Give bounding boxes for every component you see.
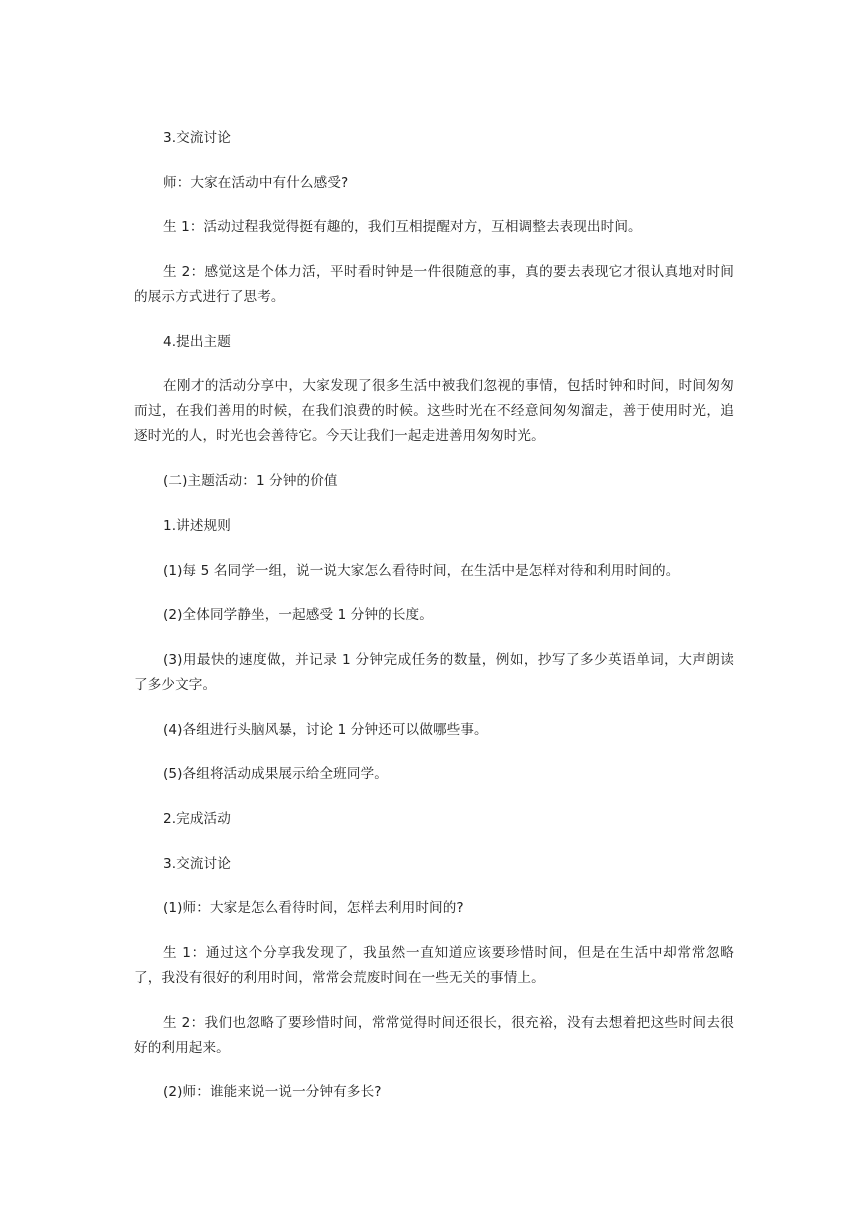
rule-item: (1)每 5 名同学一组，说一说大家怎么看待时间，在生活中是怎样对待和利用时间的。 xyxy=(163,562,680,579)
rule-item: (3)用最快的速度做，并记录 1 分钟完成任务的数量，例如，抄写了多少英语单词，大声朗读了多少文字。 xyxy=(134,651,734,693)
dialogue-paragraph: 师：大家在活动中有什么感受? xyxy=(163,174,349,191)
dialogue-paragraph: (2)师：谁能来说一说一分钟有多长? xyxy=(163,1084,382,1101)
document-body xyxy=(134,126,734,1125)
section-heading: 4.提出主题 xyxy=(163,333,231,350)
dialogue-paragraph: 生 2：我们也忽略了要珍惜时间，常常觉得时间还很长，很充裕，没有去想着把这些时间去很好的利用起来。 xyxy=(134,1014,734,1056)
dialogue-paragraph: 生 2：感觉这是个体力活，平时看时钟是一件很随意的事，真的要去表现它才很认真地对时间的展示方式进行了思考。 xyxy=(134,264,734,306)
rule-item: (5)各组将活动成果展示给全班同学。 xyxy=(163,766,388,783)
body-paragraph: 在刚才的活动分享中，大家发现了很多生活中被我们忽视的事情，包括时钟和时间，时间匆匆而过，在我们善用的时候，在我们浪费的时候。这些时光在不经意间匆匆溜走，善于使用时光，追逐时光的人，时光也会善待它。今天让我们一起走进善用匆匆时光。 xyxy=(134,378,734,445)
dialogue-paragraph: (1)师：大家是怎么看待时间，怎样去利用时间的? xyxy=(163,900,464,917)
section-heading: 2.完成活动 xyxy=(163,810,231,827)
dialogue-paragraph: 生 1：活动过程我觉得挺有趣的，我们互相提醒对方，互相调整去表现出时间。 xyxy=(163,219,642,236)
section-heading: 3.交流讨论 xyxy=(163,855,231,872)
section-heading: 1.讲述规则 xyxy=(163,517,231,534)
rule-item: (2)全体同学静坐，一起感受 1 分钟的长度。 xyxy=(163,607,433,624)
section-heading: 3.交流讨论 xyxy=(163,130,231,146)
section-heading: (二)主题活动：1 分钟的价值 xyxy=(163,473,338,490)
dialogue-paragraph: 生 1：通过这个分享我发现了，我虽然一直知道应该要珍惜时间，但是在生活中却常常忽略了，我没有很好的利用时间，常常会荒废时间在一些无关的事情上。 xyxy=(134,945,734,986)
rule-item: (4)各组进行头脑风暴，讨论 1 分钟还可以做哪些事。 xyxy=(163,721,488,738)
